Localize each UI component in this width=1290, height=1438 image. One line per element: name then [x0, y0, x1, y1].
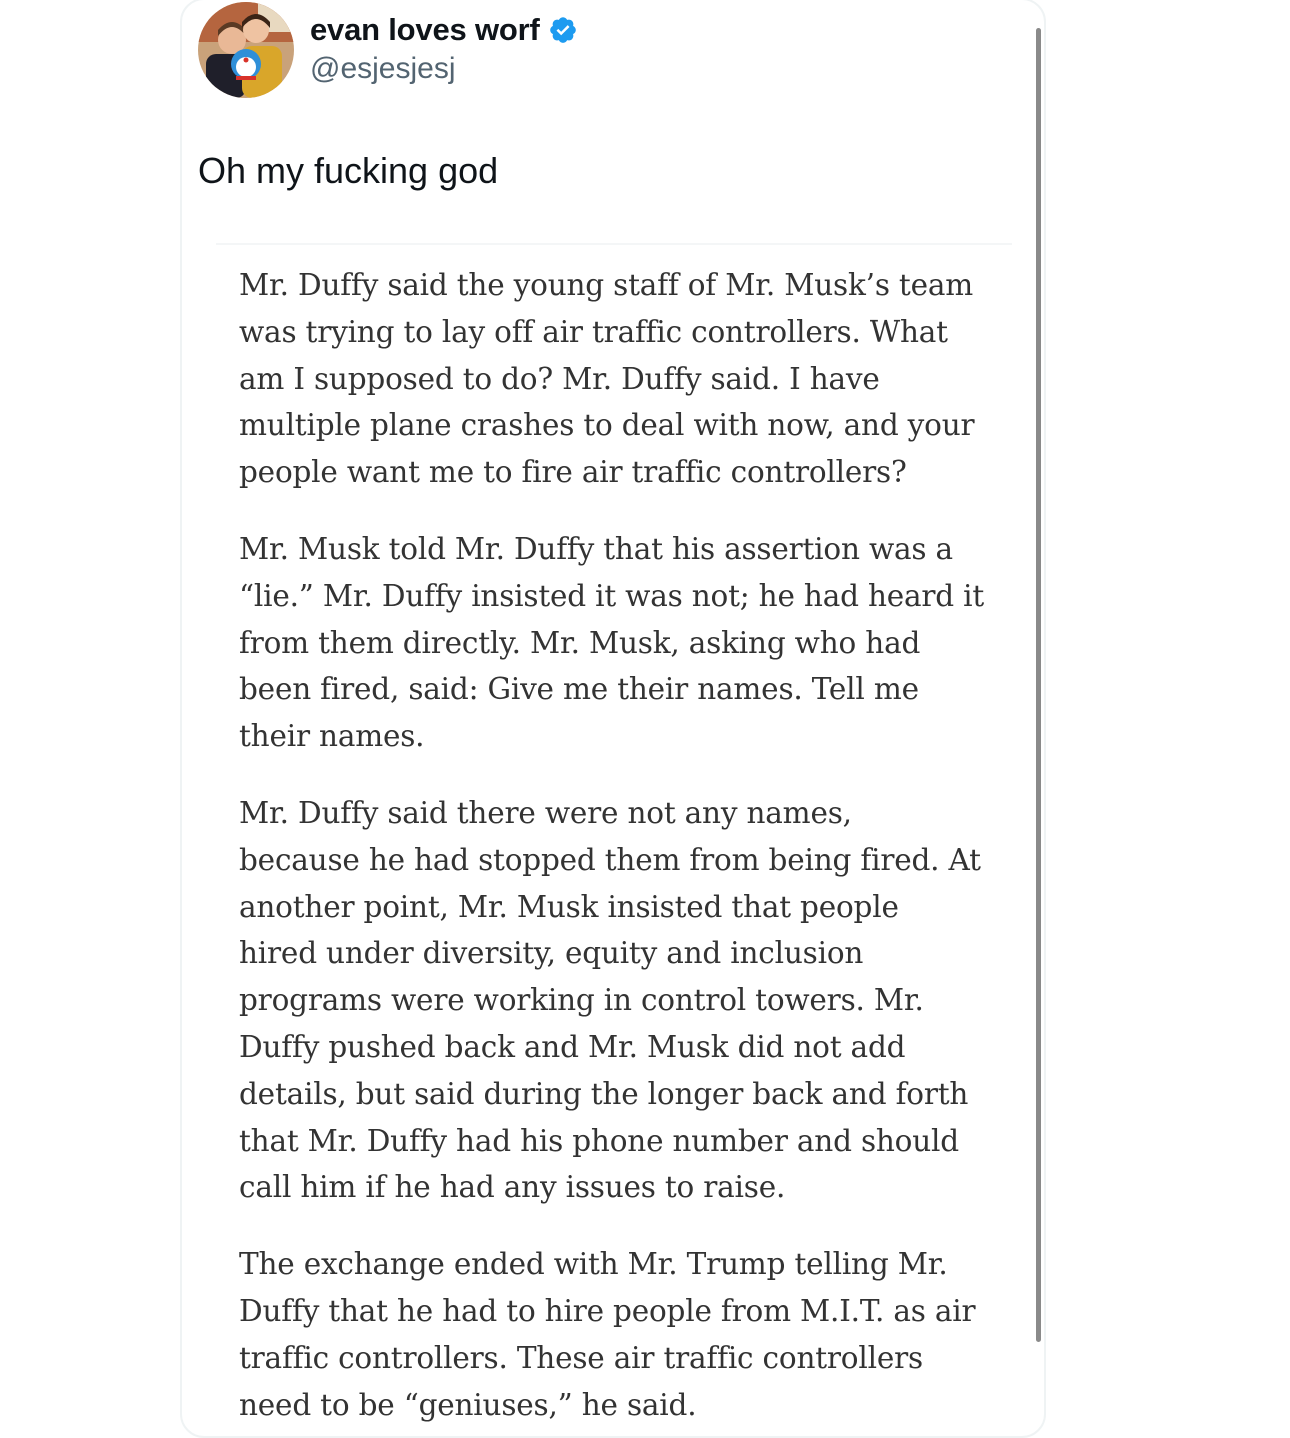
article-line: The exchange ended with Mr. Trump telling Mr.	[239, 1247, 948, 1282]
article-line: multiple plane crashes to deal with now, and your	[239, 408, 975, 443]
author-name-row[interactable]	[310, 10, 578, 50]
article-line: from them directly. Mr. Musk, asking who had	[239, 625, 921, 660]
article-paragraph	[239, 1241, 1009, 1428]
article-paragraph	[239, 262, 1009, 496]
article-line: need to be “geniuses,” he said.	[239, 1387, 697, 1422]
article-line: was trying to lay off air traffic controllers. What	[239, 314, 948, 349]
article-line: Mr. Duffy said there were not any names,	[239, 795, 852, 830]
article-line: because he had stopped them from being fired. At	[239, 842, 981, 877]
article-line: call him if he had any issues to raise.	[239, 1170, 786, 1205]
article-line: Mr. Musk told Mr. Duffy that his assertion was a	[239, 531, 953, 566]
avatar[interactable]	[198, 2, 294, 98]
article-line: “lie.” Mr. Duffy insisted it was not; he had heard it	[239, 578, 985, 613]
article-line: Mr. Duffy said the young staff of Mr. Musk’s team	[239, 268, 974, 302]
article-paragraph	[239, 790, 1009, 1211]
avatar-photo-icon	[198, 2, 294, 98]
article-line: am I supposed to do? Mr. Duffy said. I have	[239, 361, 880, 396]
divider	[216, 243, 1012, 245]
article-line: that Mr. Duffy had his phone number and should	[239, 1123, 959, 1158]
article-line: been fired, said: Give me their names. Tell me	[239, 672, 919, 707]
article-line: Duffy that he had to hire people from M.I.T. as air	[239, 1293, 976, 1328]
article-line: details, but said during the longer back and forth	[239, 1076, 969, 1111]
quoted-article-image	[239, 262, 1009, 1428]
article-line: people want me to fire air traffic controllers?	[239, 455, 907, 490]
article-line: hired under diversity, equity and inclusion	[239, 936, 864, 971]
article-line: another point, Mr. Musk insisted that people	[239, 889, 899, 924]
article-line: programs were working in control towers. Mr.	[239, 983, 924, 1018]
tweet-text: Oh my fucking god	[198, 150, 499, 191]
article-line: Duffy pushed back and Mr. Musk did not add	[239, 1029, 906, 1064]
author-handle[interactable]: @esjesjesj	[310, 52, 456, 85]
author-display-name[interactable]: evan loves worf	[310, 12, 540, 47]
article-line: their names.	[239, 719, 425, 754]
article-line: traffic controllers. These air traffic controllers	[239, 1340, 923, 1375]
verified-badge-icon[interactable]	[548, 15, 578, 45]
article-paragraph	[239, 526, 1009, 760]
scrollbar[interactable]	[1036, 28, 1041, 1342]
